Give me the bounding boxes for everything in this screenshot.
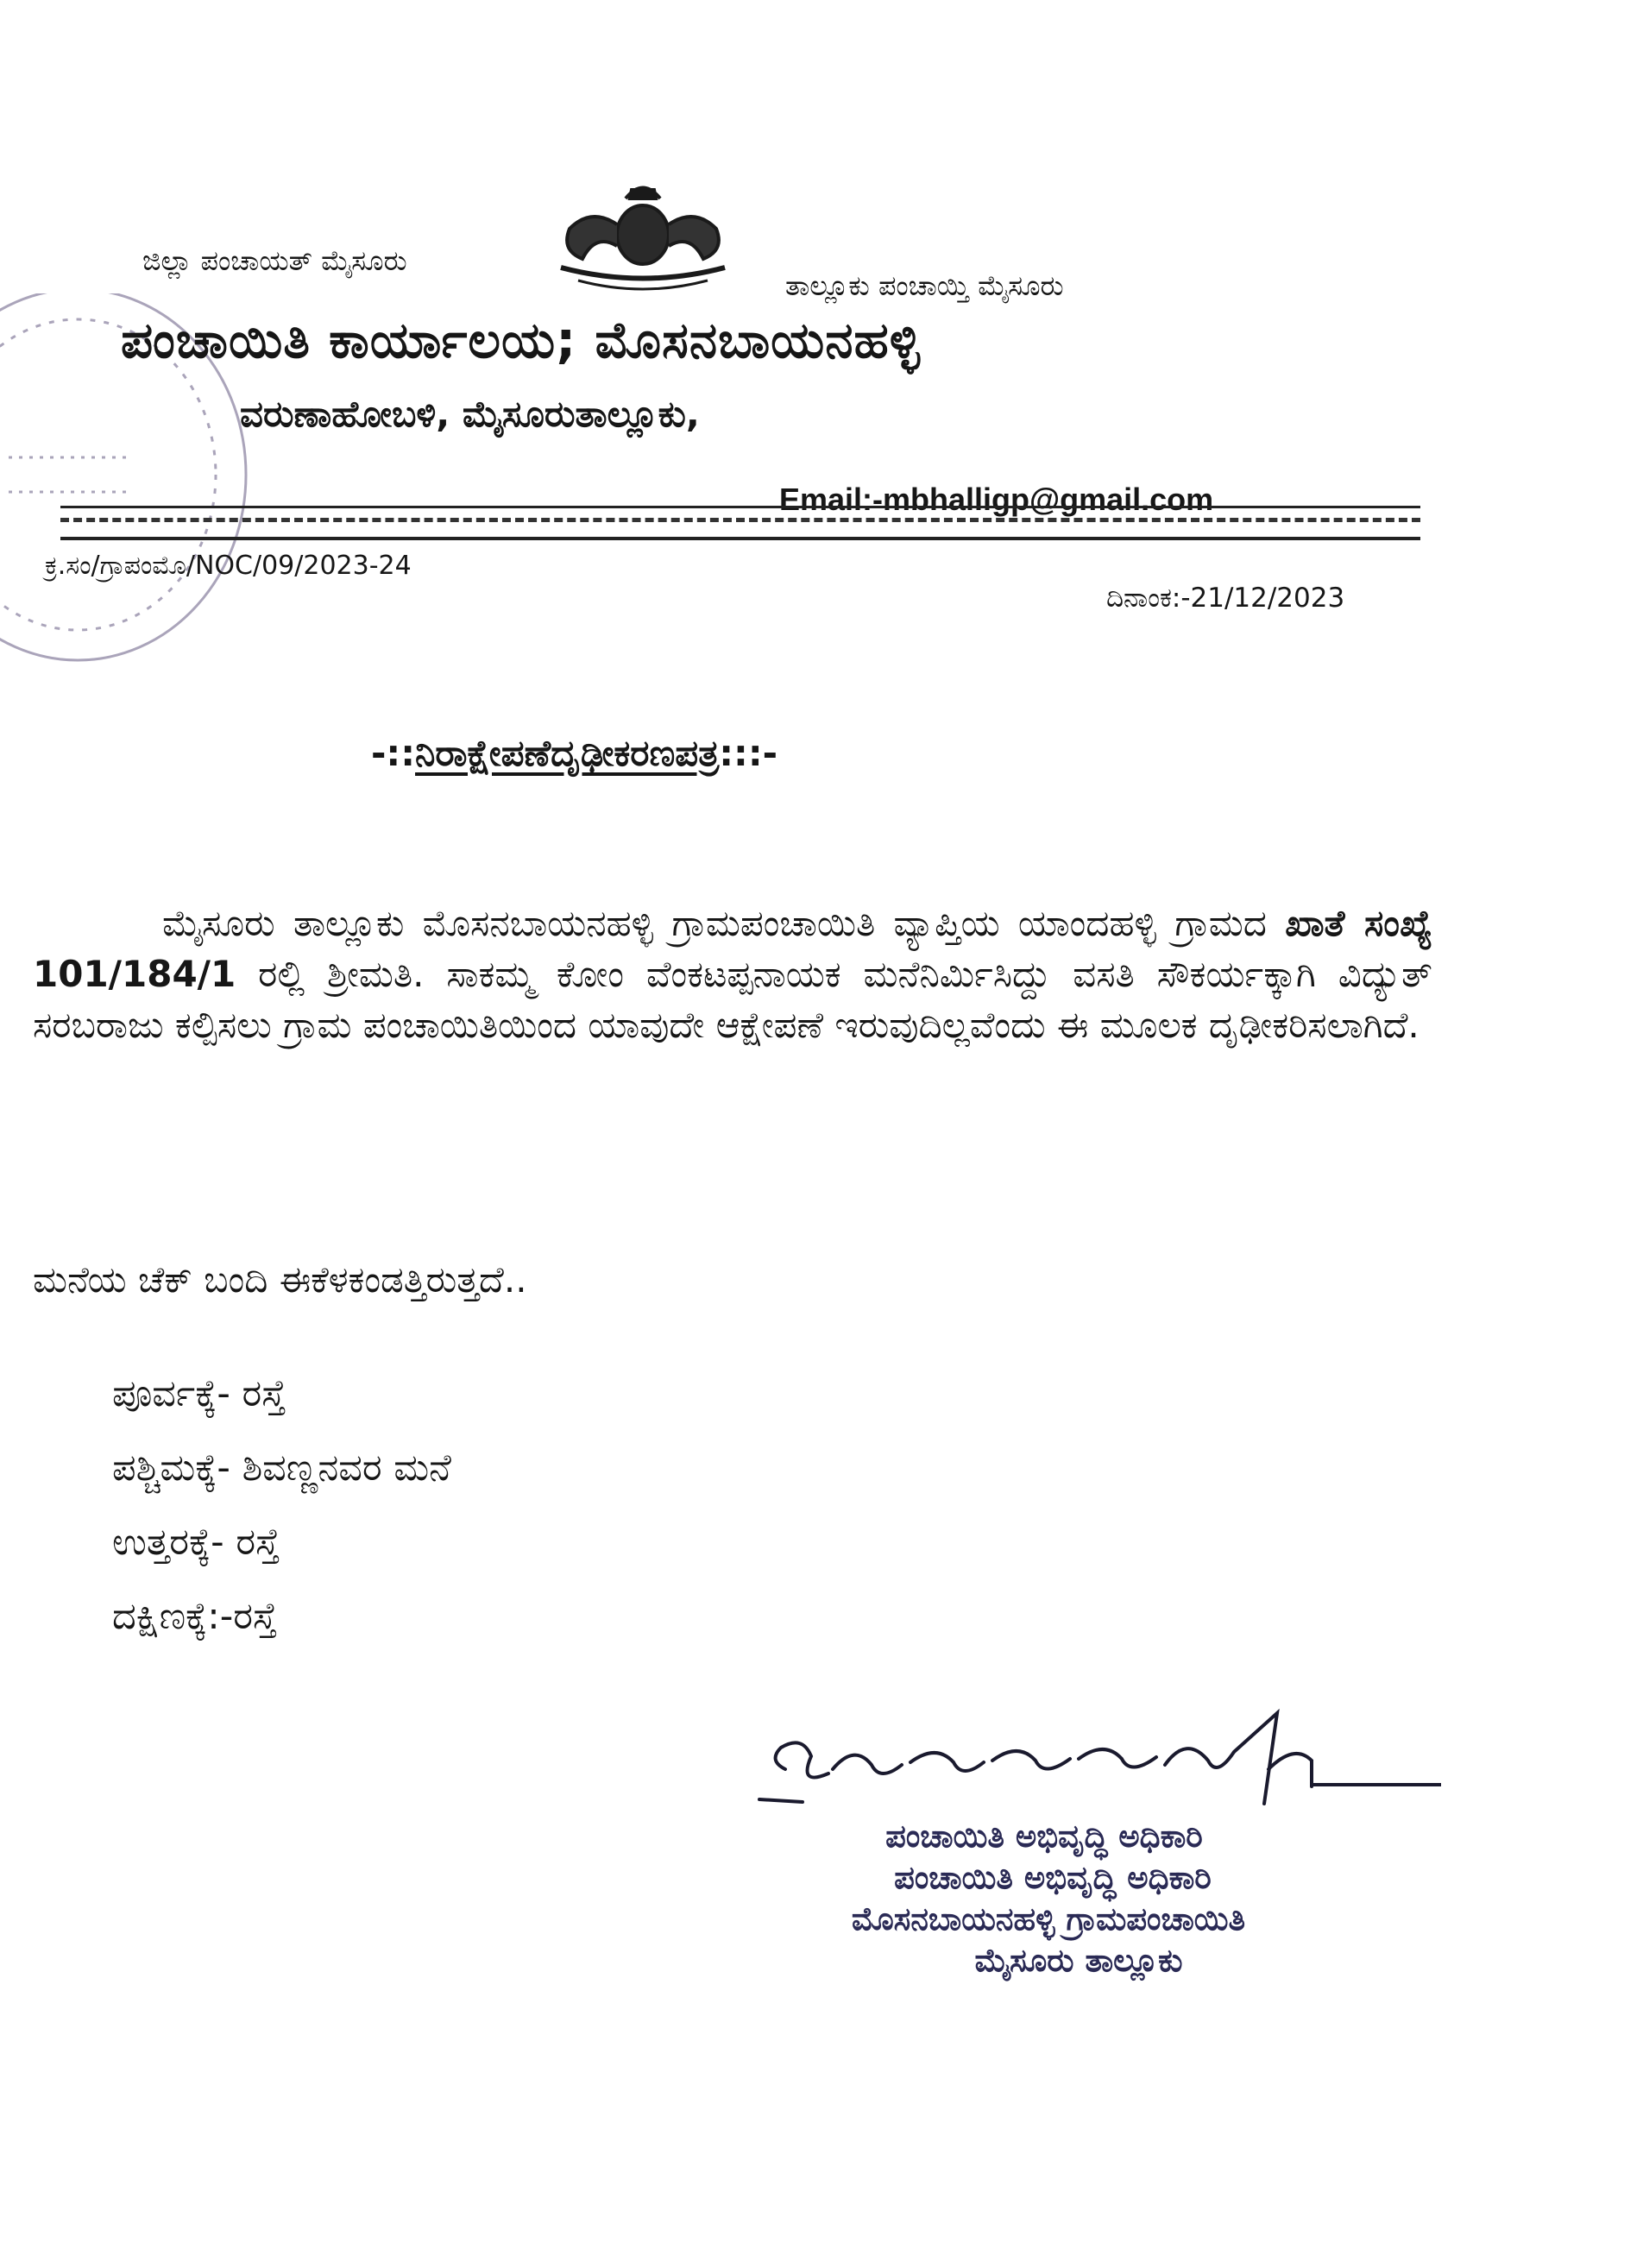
office-email: Email:-mbhalligp@gmail.com bbox=[779, 482, 1214, 517]
boundary-south: ದಕ್ಷಿಣಕ್ಕೆ:-ರಸ್ತೆ bbox=[112, 1595, 278, 1638]
district-panchayat-label: ಜಿಲ್ಲಾ ಪಂಚಾಯತ್ ಮೈಸೂರು bbox=[142, 244, 407, 277]
khata-number: ಖಾತೆ ಸಂಖ್ಯೆ 101/184/1 bbox=[33, 902, 1432, 995]
office-name: ಪಂಚಾಯಿತಿ ಕಾರ್ಯಾಲಯ; ಮೊಸನಬಾಯನಹಳ್ಳಿ bbox=[121, 311, 922, 369]
letter-title-text: ನಿರಾಕ್ಷೇಪಣೆದೃಢೀಕರಣಪತ್ರ bbox=[415, 732, 720, 774]
boundary-east: ಪೂರ್ವಕ್ಕೆ- ರಸ್ತೆ bbox=[112, 1372, 286, 1415]
stamp-line-1: ಪಂಚಾಯಿತಿ ಅಭಿವೃದ್ಧಿ ಅಧಿಕಾರಿ bbox=[885, 1818, 1203, 1855]
stamp-line-3: ಮೊಸನಬಾಯನಹಳ್ಳಿ ಗ್ರಾಮಪಂಚಾಯಿತಿ bbox=[851, 1900, 1246, 1937]
signatory-stamp bbox=[777, 1816, 1312, 1981]
stamp-line-4: ಮೈಸೂರು ತಾಲ್ಲೂಕು bbox=[974, 1942, 1183, 1979]
letter-body bbox=[33, 898, 1432, 1050]
boundary-list bbox=[112, 1372, 451, 1669]
check-bandi-intro: ಮನೆಯ ಚೆಕ್ ಬಂದಿ ಈಕೆಳಕಂಡತ್ತಿರುತ್ತದೆ.. bbox=[33, 1258, 527, 1301]
boundary-west: ಪಶ್ಚಿಮಕ್ಕೆ- ಶಿವಣ್ಣನವರ ಮನೆ bbox=[112, 1446, 451, 1490]
letter-body-part1: ಮೈಸೂರು ತಾಲ್ಲೂಕು ಮೊಸನಬಾಯನಹಳ್ಳಿ ಗ್ರಾಮಪಂಚಾಯಿತಿ ವ್ಯಾಪ್ತಿಯ ಯಾಂದಹಳ್ಳಿ ಗ್ರಾಮದ bbox=[162, 902, 1286, 944]
letter-body-part2: ರಲ್ಲಿ ಶ್ರೀಮತಿ. ಸಾಕಮ್ಮ ಕೋಂ ವೆಂಕಟಪ್ಪನಾಯಕ ಮನೆನಿರ್ಮಿಸಿದ್ದು ವಸತಿ ಸೌಕರ್ಯಕ್ಕಾಗಿ ವಿದ್ಯುತ್ ಸರಬರಾಜು ಕಲ್ಪಿಸಲು ಗ್ರಾಮ ಪಂಚಾಯಿತಿಯಿಂದ ಯಾವುದೇ ಆಕ್ಷೇಪಣೆ ಇರುವುದಿಲ್ಲವೆಂದು ಈ ಮೂಲಕ ದೃಢೀಕರಿಸಲಾಗಿದೆ. bbox=[33, 953, 1432, 1046]
header-divider-bottom bbox=[60, 537, 1420, 540]
office-address: ವರುಣಾಹೋಬಳಿ, ಮೈಸೂರುತಾಲ್ಲೂಕು, bbox=[240, 393, 700, 435]
reference-number: ಕ್ರ.ಸಂ/ಗ್ರಾಪಂಮೊ/NOC/09/2023-24 bbox=[45, 551, 412, 581]
letter-date: ದಿನಾಂಕ:-21/12/2023 bbox=[1106, 583, 1345, 614]
header-divider-dashed bbox=[60, 518, 1420, 522]
signature bbox=[751, 1709, 1441, 1830]
karnataka-emblem-icon bbox=[544, 173, 742, 302]
header-divider-top bbox=[60, 506, 1420, 508]
letter-title: -::ನಿರಾಕ್ಷೇಪಣೆದೃಢೀಕರಣಪತ್ರ:::- bbox=[371, 732, 778, 774]
boundary-north: ಉತ್ತರಕ್ಕೆ- ರಸ್ತೆ bbox=[112, 1521, 280, 1564]
taluk-panchayat-label: ತಾಲ್ಲೂಕು ಪಂಚಾಯ್ತಿ ಮೈಸೂರು bbox=[785, 269, 1064, 302]
stamp-line-2: ಪಂಚಾಯಿತಿ ಅಭಿವೃದ್ಧಿ ಅಧಿಕಾರಿ bbox=[894, 1859, 1212, 1896]
